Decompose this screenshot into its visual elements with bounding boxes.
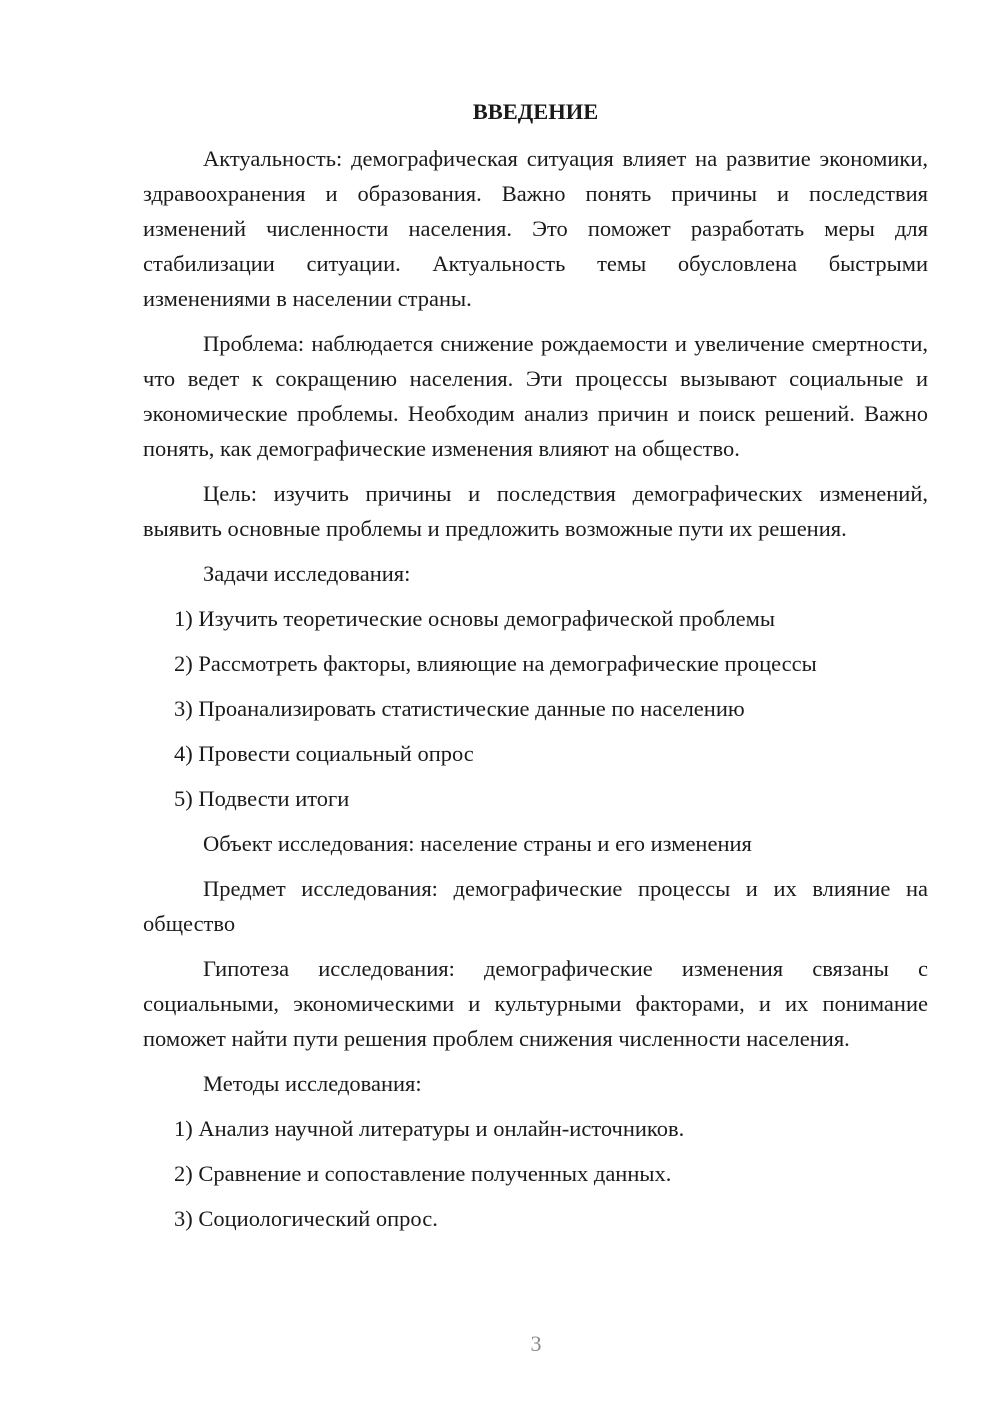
page-number: 3 xyxy=(530,1331,542,1356)
methods-heading: Методы исследования: xyxy=(203,1071,422,1096)
section-title: ВВЕДЕНИЕ xyxy=(472,99,599,124)
hypothesis-paragraph: Гипотеза исследования: демографические изменения связаны с социальными, экономическими и культурными факторами, и их понимание поможет найти пути решения проблем снижения численности населения. xyxy=(143,956,928,1051)
tasks-list xyxy=(143,601,928,816)
tasks-heading: Задачи исследования: xyxy=(203,561,411,586)
task-item: 1) Изучить теоретические основы демографической проблемы xyxy=(174,606,775,631)
page-content xyxy=(143,94,928,1246)
goal-paragraph: Цель: изучить причины и последствия демографических изменений, выявить основные проблемы и предложить возможные пути их решения. xyxy=(143,481,928,541)
relevance-paragraph: Актуальность: демографическая ситуация влияет на развитие экономики, здравоохранения и образования. Важно понять причины и последствия изменений численности населения. Это поможет разработать меры для стабилизации ситуации. Актуальность темы обусловлена быстрыми изменениями в населении страны. xyxy=(143,146,928,311)
method-item: 2) Сравнение и сопоставление полученных данных. xyxy=(174,1161,672,1186)
method-item: 3) Социологический опрос. xyxy=(174,1206,438,1231)
task-item: 2) Рассмотреть факторы, влияющие на демографические процессы xyxy=(174,651,817,676)
methods-list xyxy=(143,1111,928,1236)
method-item: 1) Анализ научной литературы и онлайн-источников. xyxy=(174,1116,685,1141)
task-item: 3) Проанализировать статистические данные по населению xyxy=(174,696,745,721)
subject-paragraph: Предмет исследования: демографические процессы и их влияние на общество xyxy=(143,876,928,936)
task-item: 4) Провести социальный опрос xyxy=(174,741,474,766)
object-line: Объект исследования: население страны и его изменения xyxy=(203,831,752,856)
task-item: 5) Подвести итоги xyxy=(174,786,350,811)
problem-paragraph: Проблема: наблюдается снижение рождаемости и увеличение смертности, что ведет к сокращению населения. Эти процессы вызывают социальные и экономические проблемы. Необходим анализ причин и поиск решений. Важно понять, как демографические изменения влияют на общество. xyxy=(143,331,928,461)
